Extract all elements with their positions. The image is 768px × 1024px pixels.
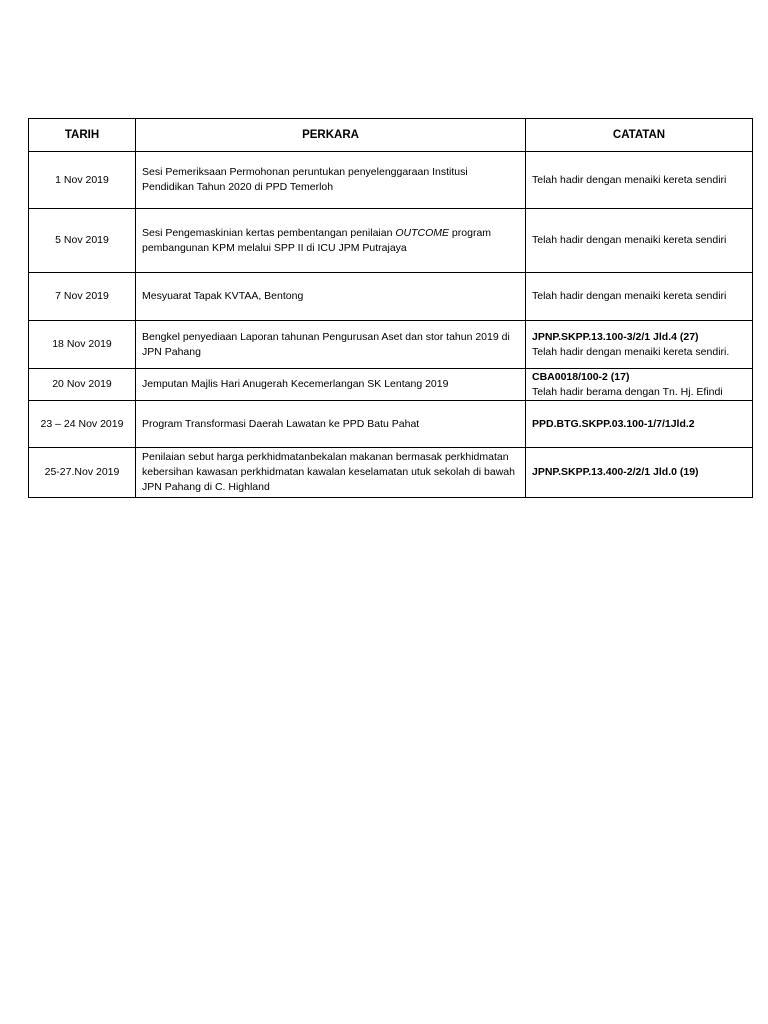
header-matter: PERKARA xyxy=(136,119,526,152)
matter-text-emphasis: OUTCOME xyxy=(395,226,450,239)
note-text: Telah hadir dengan menaiki kereta sendiri xyxy=(532,234,727,246)
table-row xyxy=(29,273,753,321)
note-text: Telah hadir dengan menaiki kereta sendiri xyxy=(532,290,727,302)
note-text: Telah hadir berama dengan Tn. Hj. Efindi xyxy=(532,385,723,398)
row-date: 7 Nov 2019 xyxy=(29,273,136,321)
row-matter: Program Transformasi Daerah Lawatan ke PPD Batu Pahat xyxy=(136,401,526,448)
row-note xyxy=(526,209,753,273)
header-note: CATATAN xyxy=(526,119,753,152)
table-row xyxy=(29,321,753,369)
note-reference: JPNP.SKPP.13.100-3/2/1 Jld.4 (27) xyxy=(532,330,699,343)
row-date: 25-27.Nov 2019 xyxy=(29,448,136,498)
note-reference: CBA0018/100-2 (17) xyxy=(532,370,630,383)
row-note xyxy=(526,401,753,448)
row-note xyxy=(526,273,753,321)
row-matter: Sesi Pemeriksaan Permohonan peruntukan penyelenggaraan Institusi Pendidikan Tahun 2020 di PPD Temerloh xyxy=(136,152,526,209)
table-header-row xyxy=(29,119,753,152)
note-reference: PPD.BTG.SKPP.03.100-1/7/1Jld.2 xyxy=(532,417,695,430)
table-row xyxy=(29,369,753,401)
row-date: 1 Nov 2019 xyxy=(29,152,136,209)
row-note xyxy=(526,448,753,498)
table-row xyxy=(29,152,753,209)
row-note xyxy=(526,152,753,209)
row-note xyxy=(526,321,753,369)
note-text: Telah hadir dengan menaiki kereta sendiri xyxy=(532,173,727,186)
row-matter: Bengkel penyediaan Laporan tahunan Pengurusan Aset dan stor tahun 2019 di JPN Pahang xyxy=(136,321,526,369)
row-note xyxy=(526,369,753,401)
table-row xyxy=(29,448,753,498)
table-row xyxy=(29,401,753,448)
row-matter: Mesyuarat Tapak KVTAA, Bentong xyxy=(136,273,526,321)
row-date: 23 – 24 Nov 2019 xyxy=(29,401,136,448)
row-date: 18 Nov 2019 xyxy=(29,321,136,369)
row-matter xyxy=(136,209,526,273)
row-matter: Penilaian sebut harga perkhidmatanbekalan makanan bermasak perkhidmatan kebersihan kawasan perkhidmatan kawalan keselamatan utuk sekolah di bawah JPN Pahang di C. Highland xyxy=(136,448,526,498)
matter-text-pre: Sesi Pengemaskinian kertas pembentangan penilaian xyxy=(142,226,396,239)
row-date: 20 Nov 2019 xyxy=(29,369,136,401)
row-date: 5 Nov 2019 xyxy=(29,209,136,273)
row-matter: Jemputan Majlis Hari Anugerah Kecemerlangan SK Lentang 2019 xyxy=(136,369,526,401)
matter-text-post: program pembangunan KPM melalui SPP II di ICU JPM Putrajaya xyxy=(142,226,492,254)
note-text: Telah hadir dengan menaiki kereta sendiri. xyxy=(532,345,730,358)
header-date: TARIH xyxy=(29,119,136,152)
note-reference: JPNP.SKPP.13.400-2/2/1 Jld.0 (19) xyxy=(532,466,699,478)
schedule-table xyxy=(28,118,753,498)
table-row xyxy=(29,209,753,273)
